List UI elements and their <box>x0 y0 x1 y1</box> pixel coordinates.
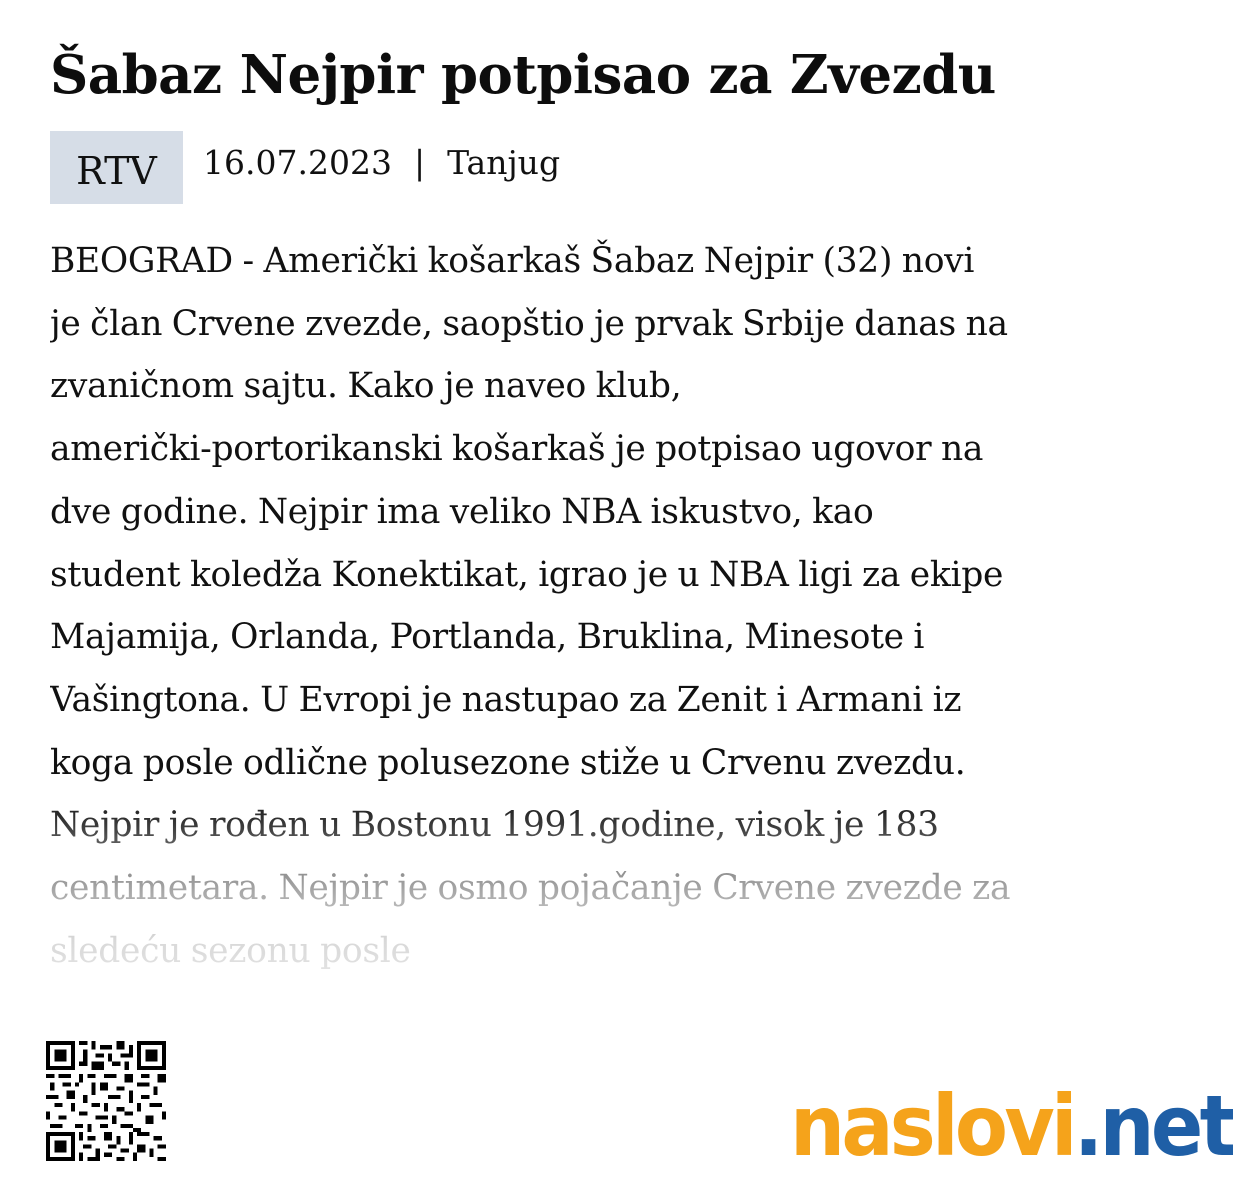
article-date: 16.07.2023 <box>203 143 392 182</box>
article-title: Šabaz Nejpir potpisao za Zvezdu <box>50 44 996 106</box>
article-meta <box>50 131 560 204</box>
meta-separator: | <box>413 143 426 182</box>
article-author: Tanjug <box>447 143 561 182</box>
logo-text-naslovi: naslovi <box>790 1077 1074 1175</box>
source-badge: RTV <box>50 131 183 204</box>
meta-text <box>203 143 560 182</box>
logo-text-net: .net <box>1073 1077 1233 1175</box>
site-logo <box>790 1068 1233 1175</box>
qr-code-icon <box>46 1038 166 1164</box>
article-body: BEOGRAD - Američki košarkaš Šabaz Nejpir (32) novi je član Crvene zvezde, saopštio je prvak Srbije danas na zvaničnom sajtu. Kako je naveo klub, američki-portorikanski košarkaš je potpisao ugovor na dve godine. Nejpir ima veliko NBA iskustvo, kao student koledža Konektikat, igrao je u NBA ligi za ekipe Majamija, Orlanda, Portlanda, Bruklina, Minesote i Vašingtona. U Evropi je nastupao za Zenit i Armani iz koga posle odlične polusezone stiže u Crvenu zvezdu. Nejpir je rođen u Bostonu 1991.godine, visok je 183 centimetara. Nejpir je osmo pojačanje Crvene zvezde za sledeću sezonu posle <box>50 230 1170 982</box>
